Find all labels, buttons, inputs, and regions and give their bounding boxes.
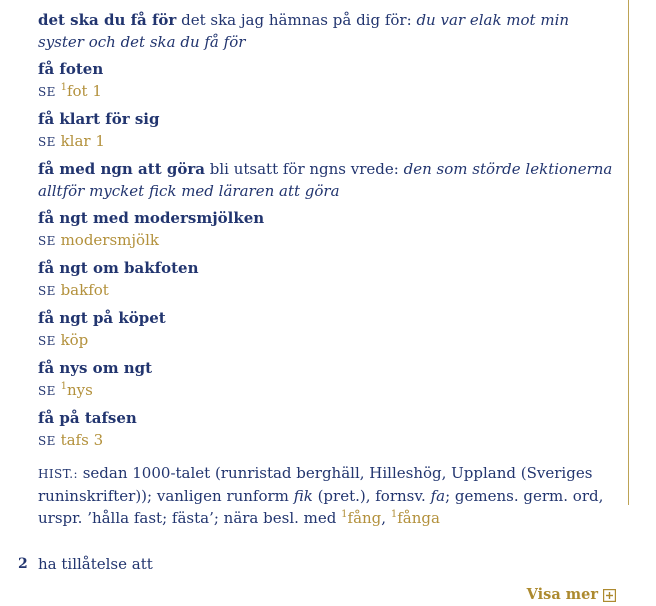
xref-word: klar xyxy=(60,132,91,150)
idiom-headword: det ska du få för xyxy=(38,11,177,29)
idiom-text xyxy=(38,307,616,329)
sense-number: 2 xyxy=(18,556,28,572)
sense-2 xyxy=(18,553,616,575)
idiom-entry xyxy=(38,58,616,103)
xref-sense-number: 1 xyxy=(90,132,105,150)
homograph-number: 1 xyxy=(390,509,398,520)
idiom-definition: det ska jag hämnas på dig för: xyxy=(181,11,412,29)
idiom-headword: få på tafsen xyxy=(38,409,137,427)
idiom-text xyxy=(38,257,616,279)
idiom-text xyxy=(38,158,616,202)
idiom-entry xyxy=(38,307,616,352)
hist-text: sedan 1000-talet (runristad berghäll, Hilleshög, Uppland (Sveriges runinskrifter)); vanligen runform xyxy=(38,464,593,505)
idiom-headword: få nys om ngt xyxy=(38,359,153,377)
see-line xyxy=(38,379,616,402)
see-line xyxy=(38,329,616,352)
cross-reference-link[interactable] xyxy=(61,331,89,349)
visa-mer-label: Visa mer xyxy=(526,586,598,603)
visa-mer-button[interactable] xyxy=(527,584,616,606)
idiom-text xyxy=(38,58,616,80)
see-line xyxy=(38,130,616,153)
see-label: SE xyxy=(38,234,56,248)
cross-reference-link[interactable] xyxy=(61,132,105,150)
xref-word: fång xyxy=(347,509,382,527)
xref-sense-number: 1 xyxy=(87,82,102,100)
see-label: SE xyxy=(38,135,56,149)
hist-runform: fik xyxy=(293,487,313,505)
hist-fornsv: fa xyxy=(430,487,446,505)
see-label: SE xyxy=(38,434,56,448)
idiom-headword: få ngt med modersmjölken xyxy=(38,209,265,227)
idiom-text xyxy=(38,357,616,379)
see-line xyxy=(38,80,616,103)
xref-word: bakfot xyxy=(60,281,109,299)
see-line xyxy=(38,279,616,302)
cross-reference-link[interactable] xyxy=(61,381,93,399)
see-label: SE xyxy=(38,284,56,298)
column-divider xyxy=(628,0,629,505)
idiom-text xyxy=(38,407,616,429)
xref-word: nys xyxy=(66,381,93,399)
idiom-entry xyxy=(38,9,616,53)
see-label: SE xyxy=(38,334,56,348)
idiom-entry xyxy=(38,158,616,202)
footer-row xyxy=(38,583,616,606)
xref-word: tafs xyxy=(60,431,89,449)
idiom-entry xyxy=(38,257,616,302)
cross-reference-link[interactable] xyxy=(61,431,104,449)
cross-reference-link[interactable] xyxy=(341,509,381,527)
see-line xyxy=(38,229,616,252)
see-label: SE xyxy=(38,384,56,398)
idiom-entry xyxy=(38,357,616,402)
sense-definition: ha tillåtelse att xyxy=(38,555,153,573)
hist-text: (pret.), fornsv. xyxy=(312,487,431,505)
hist-label: HIST.: xyxy=(38,467,78,481)
etymology-section xyxy=(38,462,616,529)
idiom-headword: få ngt på köpet xyxy=(38,309,166,327)
idiom-text xyxy=(38,108,616,130)
xref-word: modersmjölk xyxy=(60,231,159,249)
homograph-number: 1 xyxy=(60,82,67,93)
idiom-entry xyxy=(38,407,616,452)
idiom-entry xyxy=(38,108,616,153)
idiom-example: den som störde lektionerna alltför mycket fick med läraren att göra xyxy=(38,160,613,200)
see-label: SE xyxy=(38,85,56,99)
xref-sense-number: 3 xyxy=(88,431,104,449)
idiom-example: du var elak mot min syster och det ska du få för xyxy=(38,11,570,51)
cross-reference-link[interactable] xyxy=(61,231,159,249)
idiom-definition: bli utsatt för ngns vrede: xyxy=(209,160,399,178)
idiom-headword: få foten xyxy=(38,60,104,78)
homograph-number: 1 xyxy=(60,381,67,392)
squared-plus-icon xyxy=(603,589,616,602)
cross-reference-link[interactable] xyxy=(61,82,102,100)
idiom-headword: få med ngn att göra xyxy=(38,160,205,178)
xref-word: fot xyxy=(66,82,88,100)
hist-separator: , xyxy=(381,509,391,527)
xref-word: fånga xyxy=(397,509,440,527)
xref-word: köp xyxy=(60,331,89,349)
see-line xyxy=(38,429,616,452)
idiom-entry xyxy=(38,207,616,252)
idiom-text xyxy=(38,9,616,53)
entry-content xyxy=(18,9,616,606)
cross-reference-link[interactable] xyxy=(391,509,440,527)
idiom-text xyxy=(38,207,616,229)
homograph-number: 1 xyxy=(341,509,348,520)
idiom-headword: få klart för sig xyxy=(38,110,160,128)
cross-reference-link[interactable] xyxy=(61,281,109,299)
idiom-headword: få ngt om bakfoten xyxy=(38,259,199,277)
hist-text: ; gemens. germ. ord, urspr. ’hålla fast; fästa’; nära besl. med xyxy=(38,487,604,527)
